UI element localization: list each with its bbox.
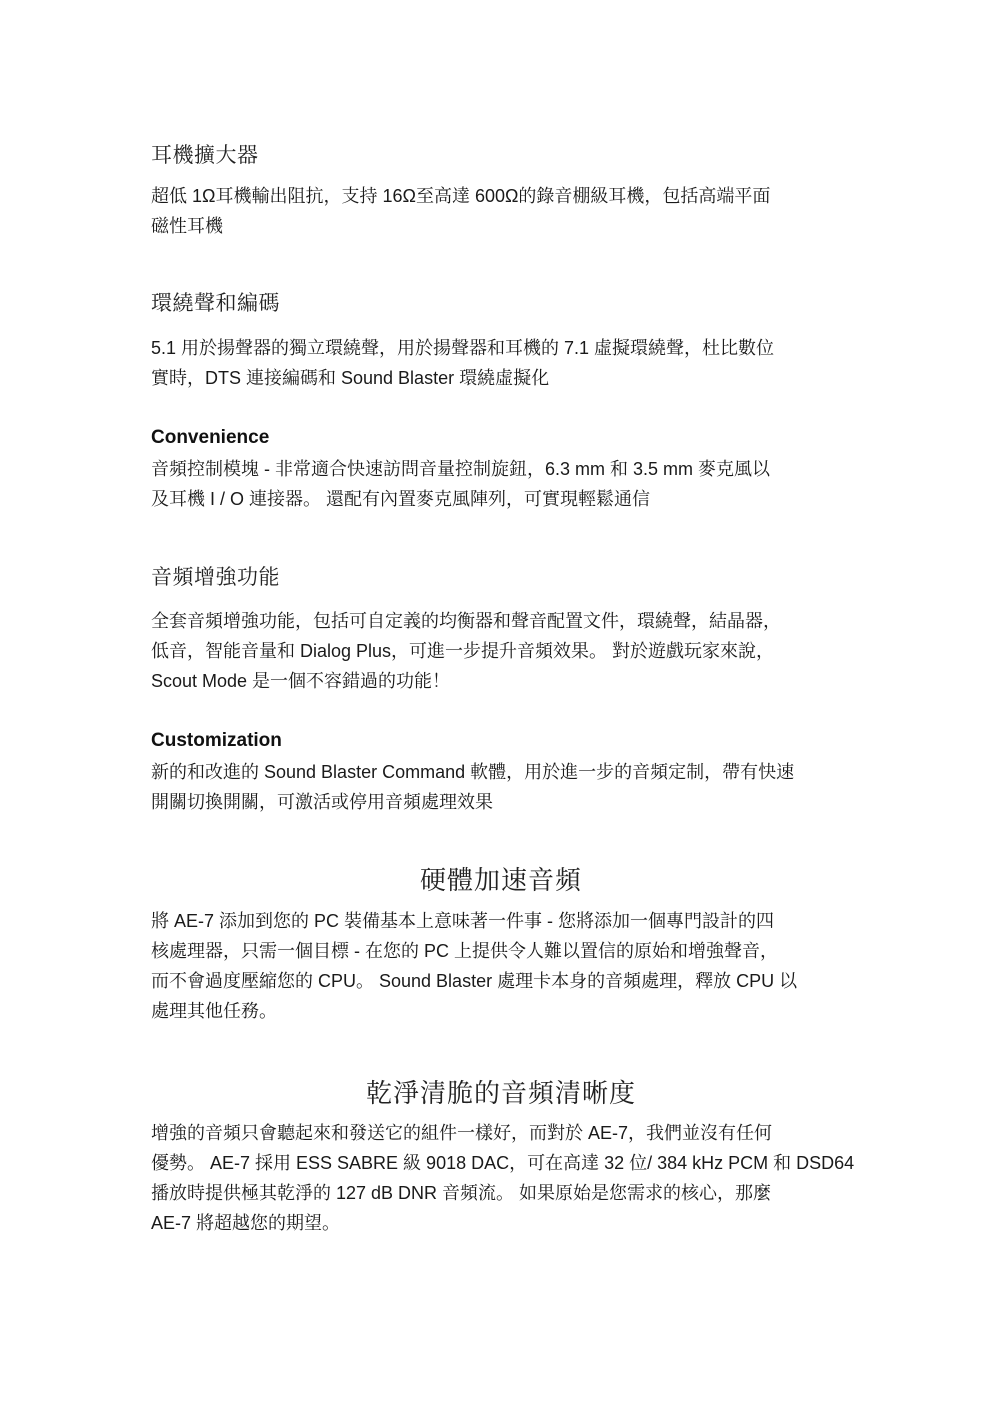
paragraph-line: 開關切換開關，可激活或停用音頻處理效果 xyxy=(151,792,493,812)
paragraph-surround xyxy=(151,333,851,393)
heading-enhancement: 音頻增強功能 xyxy=(151,566,280,589)
paragraph-line: 實時，DTS 連接編碼和 Sound Blaster 環繞虛擬化 xyxy=(151,368,550,388)
paragraph-convenience xyxy=(151,454,851,514)
paragraph-line: 全套音頻增強功能，包括可自定義的均衡器和聲音配置文件，環繞聲，結晶器， xyxy=(151,611,781,631)
paragraph-clarity xyxy=(151,1118,855,1238)
heading-convenience: Convenience xyxy=(151,427,270,448)
paragraph-line: 優勢。 AE-7 採用 ESS SABRE 級 9018 DAC，可在高達 32 位/ 384 kHz PCM 和 DSD64 xyxy=(151,1153,855,1173)
paragraph-line: 新的和改進的 Sound Blaster Command 軟體，用於進一步的音頻定制，帶有快速 xyxy=(151,762,795,782)
paragraph-line: 及耳機 I / O 連接器。 還配有內置麥克風陣列，可實現輕鬆通信 xyxy=(151,489,651,509)
paragraph-line: 音頻控制模塊 - 非常適合快速訪問音量控制旋鈕，6.3 mm 和 3.5 mm 麥克風以 xyxy=(151,459,771,479)
paragraph-line: 而不會過度壓縮您的 CPU。 Sound Blaster 處理卡本身的音頻處理，釋放 CPU 以 xyxy=(151,971,798,991)
paragraph-line: 核處理器，只需一個目標 - 在您的 PC 上提供令人難以置信的原始和增強聲音， xyxy=(151,941,778,961)
paragraph-line: AE-7 將超越您的期望。 xyxy=(151,1213,341,1233)
paragraph-line: 播放時提供極其乾淨的 127 dB DNR 音頻流。 如果原始是您需求的核心，那麼 xyxy=(151,1183,772,1203)
paragraph-line: 將 AE-7 添加到您的 PC 裝備基本上意味著一件事 - 您將添加一個專門設計的四 xyxy=(151,911,775,931)
paragraph-hardware xyxy=(151,906,851,1026)
paragraph-line: 5.1 用於揚聲器的獨立環繞聲，用於揚聲器和耳機的 7.1 虛擬環繞聲，杜比數位 xyxy=(151,338,775,358)
heading-headphone-amp: 耳機擴大器 xyxy=(151,144,259,167)
heading-hardware: 硬體加速音頻 xyxy=(419,865,582,895)
paragraph-line: 磁性耳機 xyxy=(151,216,223,236)
paragraph-line: Scout Mode 是一個不容錯過的功能！ xyxy=(151,671,451,691)
paragraph-line: 超低 1Ω耳機輸出阻抗，支持 16Ω至高達 600Ω的錄音棚級耳機，包括高端平面 xyxy=(151,186,771,206)
paragraph-line: 處理其他任務。 xyxy=(151,1001,277,1021)
heading-customization: Customization xyxy=(151,730,282,751)
paragraph-line: 增強的音頻只會聽起來和發送它的組件一樣好，而對於 AE-7，我們並沒有任何 xyxy=(151,1123,773,1143)
paragraph-headphone-amp xyxy=(151,181,851,241)
heading-surround: 環繞聲和編碼 xyxy=(151,292,280,315)
paragraph-enhancement xyxy=(151,606,851,696)
paragraph-customization xyxy=(151,757,851,817)
heading-clarity: 乾淨清脆的音頻清晰度 xyxy=(365,1078,636,1108)
paragraph-line: 低音，智能音量和 Dialog Plus，可進一步提升音頻效果。 對於遊戲玩家來說， xyxy=(151,641,775,661)
